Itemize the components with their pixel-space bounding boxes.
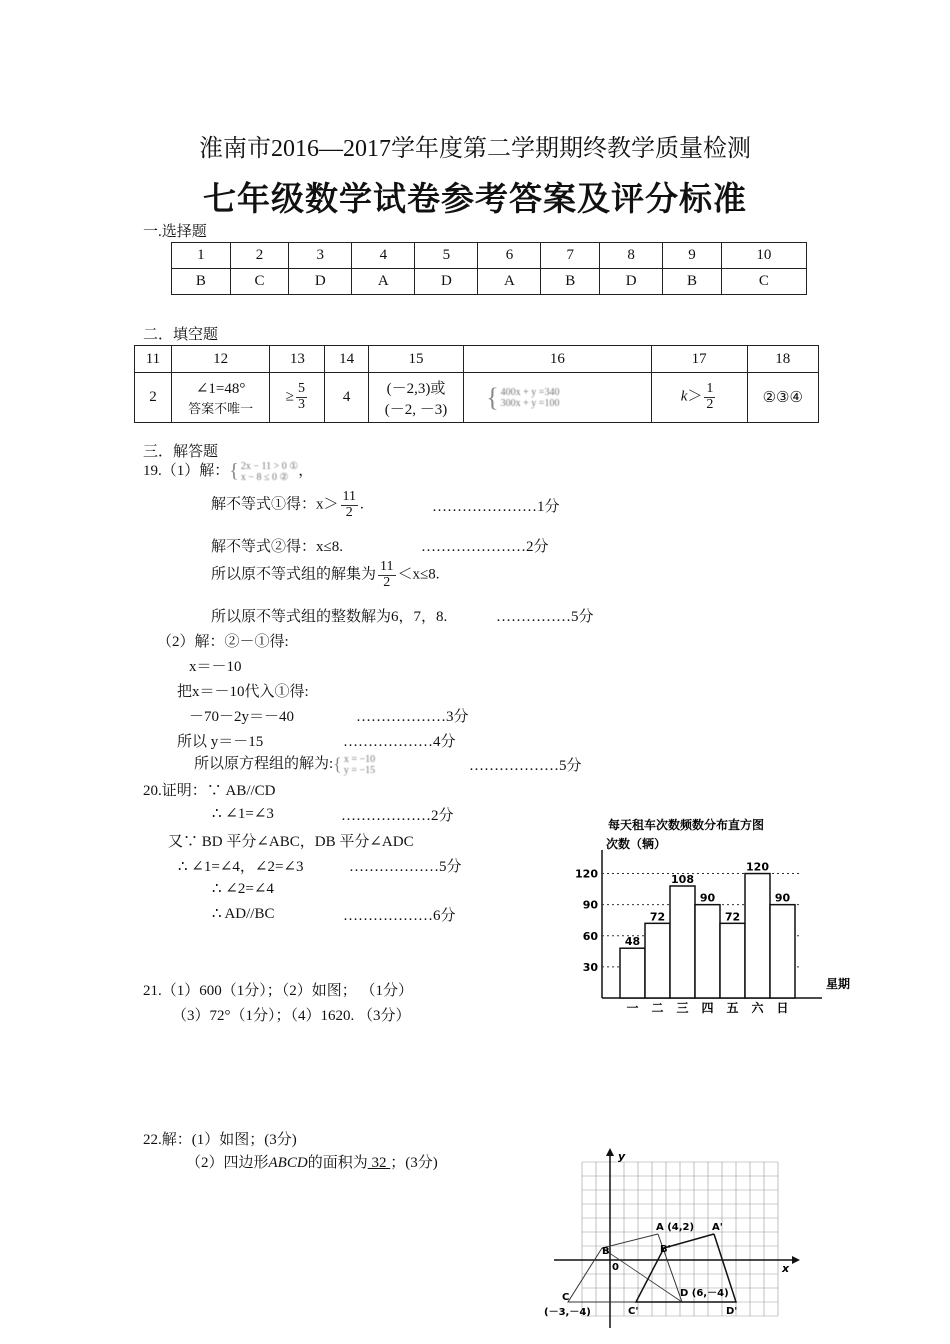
q19-part2-line4: 所以 y＝－15 [177,734,264,750]
chart-bar [695,905,720,998]
q22-line1: 22.解：(1）如图；(3分) [143,1132,297,1148]
coordinate-grid-figure [540,1148,802,1328]
choice-answer: D [600,269,663,295]
y-axis-label: y [618,1150,626,1163]
blank-number: 18 [747,346,819,373]
chart-data-label: 72 [649,910,666,924]
chart-bar [720,923,745,998]
question-number: 5 [415,243,478,269]
point-B1-label: B' [660,1244,671,1255]
chart-y-tick-label: 90 [582,898,598,912]
point-B-label: B [602,1246,610,1257]
choice-answer: C [721,269,806,295]
point-C-label: C [562,1292,570,1303]
chart-title: 每天租车次数频数分布直方图 [608,818,765,832]
document-subtitle: 七年级数学试卷参考答案及评分标准 [203,179,747,218]
section-1-heading: 一.选择题 [143,224,207,240]
chart-bar [645,923,670,998]
q20-line6: ∴ AD//BC [212,906,275,922]
blank-number: 13 [270,346,325,373]
q20-line4: ∴ ∠1=∠4，∠2=∠3 [178,859,304,875]
chart-y-tick-label: 120 [575,867,598,881]
answer-17-fraction: $\frac{1}{2}$ [706,381,714,412]
q19-line2-score: …………………2分 [421,539,549,555]
table-row [172,243,807,269]
blank-number: 12 [171,346,269,373]
choice-answer: B [663,269,722,295]
chart-data-label: 108 [671,873,694,886]
q19-part2-line3-score: ………………3分 [356,709,469,725]
chart-y-tick-label: 60 [582,929,598,943]
q20-line1: 20.证明：∵ AB//CD [143,783,276,799]
answer-16 [464,373,651,423]
rental-histogram [572,810,860,1020]
section-2-heading: 二．填空题 [143,327,219,343]
answer-14: 4 [325,373,369,423]
blank-number: 15 [368,346,463,373]
q19-part2-line4-score: ………………4分 [343,734,456,750]
q19-part2-line1: x＝－10 [189,659,242,675]
answer-13-fraction: $\frac{5}{3}$ [297,381,305,412]
q19-line1: 解不等式①得：x＞ $\frac{11}{2}$ . [211,489,364,520]
q20-line2-score: ………………2分 [341,808,454,824]
answer-12-line1: ∠1=48° [195,380,246,397]
question-number: 2 [230,243,289,269]
answer-15-line1: (－2,3)或 [386,380,446,397]
answer-12 [171,373,269,423]
q20-line5: ∴ ∠2=∠4 [212,881,274,897]
chart-bar [670,886,695,998]
chart-data-label: 120 [746,860,769,874]
q19-part2-label: （2）解：②－①得: [157,634,289,650]
point-D-label: D (6,－4) [680,1288,729,1299]
fill-in-table [134,345,819,423]
origin-label: 0 [612,1262,619,1273]
q20-line3: 又∵ BD 平分∠ABC，DB 平分∠ADC [168,834,414,850]
chart-bar [620,948,645,998]
chart-data-label: 90 [774,891,791,905]
answer-13-prefix: ≥ [285,388,294,405]
question-number: 3 [289,243,352,269]
chart-category-label: 三 [676,1001,689,1015]
question-number: 8 [600,243,663,269]
table-row [172,269,807,295]
chart-category-label: 五 [726,1001,739,1015]
question-number: 6 [478,243,541,269]
chart-xlabel: 星期 [826,977,851,991]
chart-ylabel: 次数（辆） [606,837,667,851]
q21-line1: 21.（1）600（1分）；（2）如图； （1分） [143,983,414,999]
q19-system-suffix: ， [298,463,314,479]
q19-part2-line3: －70－2y＝－40 [189,709,295,725]
segment-BD [602,1248,682,1302]
q19-line2: 解不等式②得：x≤8. [211,539,343,555]
chart-category-label: 一 [626,1001,639,1015]
brace-icon: { [486,382,499,412]
blank-number: 11 [135,346,172,373]
chart-category-label: 二 [651,1001,664,1015]
q22-line2: （2）四边形ABCD的面积为 32 ；(3分) [186,1155,438,1171]
chart-data-label: 90 [699,891,716,905]
question-number: 7 [541,243,600,269]
chart-y-tick-label: 30 [582,960,598,974]
choice-answer: D [415,269,478,295]
answer-18: ②③④ [747,373,819,423]
multiple-choice-table [171,242,807,295]
chart-bar [770,905,795,998]
blank-number: 16 [464,346,651,373]
brace-icon: { [229,460,239,483]
choice-answer: A [352,269,415,295]
point-D1-label: D' [726,1306,738,1317]
choice-answer: A [478,269,541,295]
q19-line1-score: …………………1分 [432,499,560,515]
question-number: 9 [663,243,722,269]
question-number: 4 [352,243,415,269]
point-C-coord: (－3,－4) [544,1307,591,1318]
chart-data-label: 72 [724,910,741,924]
table-row [135,373,819,423]
point-A1-label: A' [712,1222,723,1233]
q20-line6-score: ………………6分 [343,908,456,924]
q19-part1 [143,459,313,483]
answer-13 [270,373,325,423]
blank-number: 14 [325,346,369,373]
document-title: 淮南市2016—2017学年度第二学期期终教学质量检测 [199,136,751,162]
choice-answer: B [172,269,231,295]
y-axis-arrow-icon [606,1148,614,1156]
chart-category-label: 六 [751,1001,764,1015]
q20-line2: ∴ ∠1=∠3 [212,806,274,822]
question-number: 10 [721,243,806,269]
q19-part2-line5: 所以原方程组的解为:{ x = −10 y = −15 [194,753,376,776]
q19-part2-line5-score: ………………5分 [469,758,582,774]
answer-12-line2: 答案不唯一 [188,400,254,416]
q19-label: 19.（1）解： [143,463,230,479]
answer-11: 2 [135,373,172,423]
q20-line4-score: ………………5分 [349,859,462,875]
q19-line4-score: ……………5分 [496,609,594,625]
x-axis-label: x [782,1262,790,1275]
chart-category-label: 日 [776,1001,789,1015]
q19-line3: 所以原不等式组的解集为 $\frac{11}{2}$ ＜x≤8. [211,559,440,590]
answer-15-line2: (－2, －3) [384,401,448,418]
chart-category-label: 四 [701,1001,714,1015]
q19-line4: 所以原不等式组的整数解为6，7，8. [211,609,448,625]
question-number: 1 [172,243,231,269]
q19-system: 2x − 11 > 0 ① x − 8 ≤ 0 ② [240,460,299,483]
answer-15 [368,373,463,423]
choice-answer: D [289,269,352,295]
q19-part2-line2: 把x＝－10代入①得: [177,684,309,700]
point-A-label: A (4,2) [656,1222,695,1233]
point-C1-label: C' [628,1306,639,1317]
section-3-heading: 三．解答题 [143,444,219,460]
choice-answer: B [541,269,600,295]
table-row [135,346,819,373]
q21-line2: （3）72°（1分）；（4）1620. （3分） [172,1008,411,1024]
answer-16-system: 400x + y =340 300x + y =100 [500,386,560,409]
x-axis-arrow-icon [792,1256,800,1264]
chart-bar [745,874,770,998]
answer-17: k＞ $\frac{1}{2}$ [651,373,747,423]
chart-data-label: 48 [624,935,641,949]
brace-icon: { [333,754,342,775]
choice-answer: C [230,269,289,295]
q19-solution: x = −10 y = −15 [343,753,376,776]
blank-number: 17 [651,346,747,373]
